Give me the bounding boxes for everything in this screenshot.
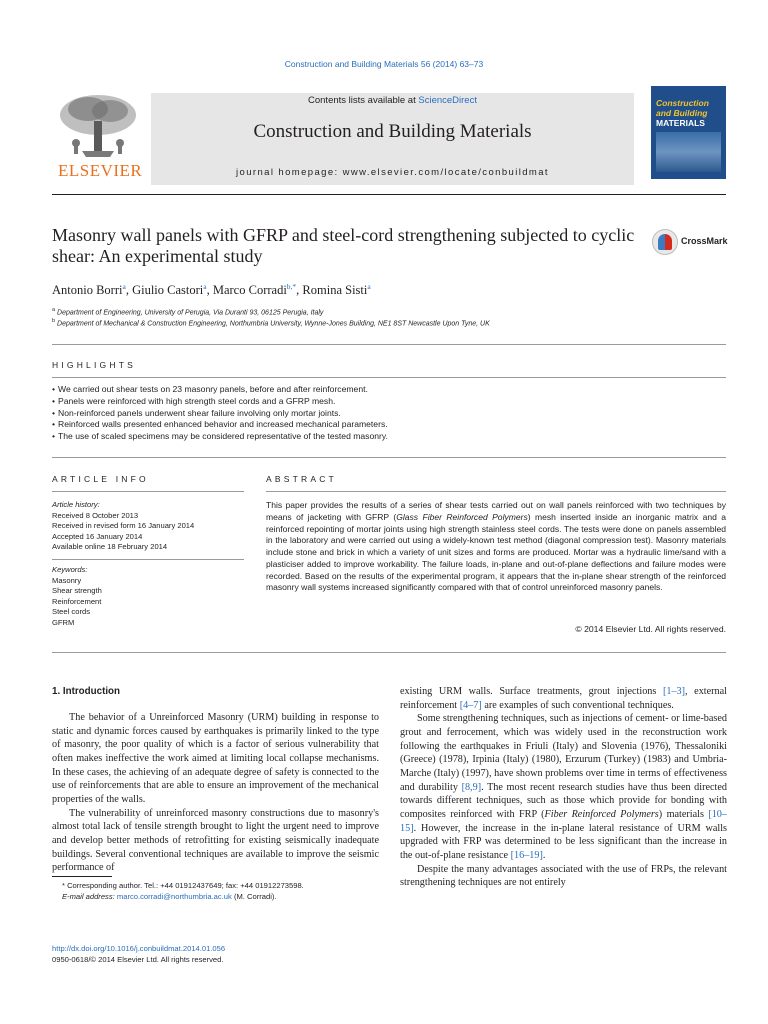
history-item: Accepted 16 January 2014 (52, 531, 143, 541)
section-rule (52, 491, 244, 492)
affiliation-text: Department of Engineering, University of Perugia, Via Duranti 93, 06125 Perugia, Italy (57, 309, 324, 317)
keyword: Steel cords (52, 607, 90, 617)
contents-prefix: Contents lists available at (308, 95, 416, 106)
cover-line-2: and Building (656, 108, 708, 118)
doi-link[interactable]: http://dx.doi.org/10.1016/j.conbuildmat.2014.01.056 (52, 944, 226, 953)
author-separator: , (296, 283, 303, 298)
journal-masthead (52, 86, 726, 183)
cover-line-1: Construction (656, 98, 709, 108)
author-separator: , (125, 283, 133, 298)
body-column-left (52, 711, 379, 875)
citation-link[interactable]: [4–7] (459, 699, 482, 711)
history-item: Received 8 October 2013 (52, 510, 139, 520)
footnote-rule (52, 876, 112, 877)
affiliation-text: Department of Mechanical & Construction Engineering, Northumbria University, Wynne-Jones Building, NE1 8ST Newcastle Upon Tyne, UK (57, 320, 490, 328)
history-item: Available online 18 February 2014 (52, 542, 168, 552)
affiliation-marker: b (52, 318, 56, 324)
journal-cover-thumbnail[interactable] (651, 86, 726, 179)
highlight-item: • Non-reinforced panels underwent shear failure involving only mortar joints. (52, 408, 726, 420)
doi-block (52, 943, 225, 965)
citation-link[interactable]: [16–19] (510, 849, 543, 861)
history-label: Article history: (52, 500, 100, 509)
journal-name: Construction and Building Materials (253, 121, 532, 142)
author-affil-marker[interactable]: a (203, 282, 207, 291)
citation-link[interactable]: [8,9] (461, 781, 482, 793)
author-list (52, 282, 371, 298)
author-separator: , (206, 283, 213, 298)
section-rule (52, 377, 726, 378)
citation-link[interactable]: [1–3] (662, 686, 686, 697)
crossmark-label: CrossMark (681, 236, 728, 246)
author-affil-marker[interactable]: b,* (286, 282, 297, 291)
abstract-heading: ABSTRACT (266, 474, 337, 484)
affiliation (52, 307, 726, 316)
crossmark-badge[interactable] (652, 229, 732, 257)
highlights-list (52, 384, 726, 443)
article-title: Masonry wall panels with GFRP and steel-cord strengthening subjected to cyclic shear: An experimental study (52, 225, 635, 266)
keyword: Masonry (52, 575, 82, 585)
crossmark-icon (652, 229, 678, 255)
elsevier-logo[interactable] (52, 91, 144, 181)
journal-banner (151, 93, 634, 185)
author-affil-marker[interactable]: a (122, 282, 126, 291)
keyword: Reinforcement (52, 596, 102, 606)
section-rule (52, 457, 726, 458)
cover-title (656, 98, 722, 128)
author-affil-marker[interactable]: a (367, 282, 371, 291)
highlight-item: • Reinforced walls presented enhanced behavior and increased mechanical parameters. (52, 419, 726, 431)
contents-line (151, 95, 634, 106)
section-rule (52, 652, 726, 653)
highlight-item: • We carried out shear tests on 23 masonry panels, before and after reinforcement. (52, 384, 726, 396)
section-rule (266, 491, 726, 492)
section-rule (52, 344, 726, 345)
keywords-label: Keywords: (52, 564, 88, 574)
footnote (52, 880, 382, 902)
masthead-rule (52, 194, 726, 195)
sciencedirect-link[interactable]: ScienceDirect (418, 95, 477, 106)
body-paragraph: The vulnerability of unreinforced masonry constructions due to masonry's almost total lack of tensile strength brought to light the urgent need to improve and develop better methods of retrofitting for existing seismically inadequate buildings. Several conventional techniques are available to improve the seismic performance of (52, 807, 379, 874)
history-item: Received in revised form 16 January 2014 (52, 521, 195, 531)
journal-homepage[interactable]: journal homepage: www.elsevier.com/locate/conbuildmat (236, 167, 549, 178)
keyword: Shear strength (52, 586, 102, 596)
body-column-right (400, 685, 727, 890)
body-paragraph: Despite the many advantages associated with the use of FRPs, the relevant strengthening techniques are not entirely (400, 863, 727, 889)
corresponding-author-note: * Corresponding author. Tel.: +44 01912437649; fax: +44 01912273598. (62, 881, 304, 890)
affiliation-marker: a (52, 307, 56, 313)
article-info-heading: ARTICLE INFO (52, 474, 149, 484)
cover-image (656, 132, 721, 172)
journal-citation[interactable]: Construction and Building Materials 56 (2014) 63–73 (284, 59, 484, 69)
highlight-item: • The use of scaled specimens may be considered representative of the tested masonry. (52, 431, 726, 443)
email-note: E-mail address: marco.corradi@northumbria.ac.uk (M. Corradi). (62, 892, 277, 902)
highlights-heading: HIGHLIGHTS (52, 360, 136, 370)
keyword: GFRM (52, 617, 75, 627)
info-divider (52, 553, 244, 560)
affiliation (52, 318, 726, 327)
body-paragraph: existing URM walls. Surface treatments, grout injections [1–3], external reinforcement [4–7] are examples of such conventional techniques. (400, 686, 727, 711)
section-heading-introduction: 1. Introduction (52, 686, 121, 697)
abstract-copyright: © 2014 Elsevier Ltd. All rights reserved. (575, 624, 726, 634)
author-name[interactable]: Antonio Borri (52, 283, 123, 298)
highlight-item: • Panels were reinforced with high strength steel cords and a GFRP mesh. (52, 396, 726, 408)
cover-line-3: MATERIALS (656, 118, 705, 128)
publisher-logo-text: ELSEVIER (58, 161, 143, 180)
author-name[interactable]: Romina Sisti (302, 283, 368, 298)
body-paragraph: Some strengthening techniques, such as injections of cement- or lime-based grout and ferrocement, which was widely used in the reconstruction work following the earthquakes in Friuli (Italy) and Slovenia (1976), Thessaloniki (Greece) (1978), Irpinia (Italy) (1980), Erzurum (Turkey) (1983) and Umbria-Marche (Italy) (1997), have shown problems over time in terms of effectiveness and durability [8,9]. The most recent research studies have thus been directed towards different techniques, such as those which provide for bonding with composites reinforced with FRP (Fiber Reinforced Polymers) materials [10–15]. However, the increase in the in-plane lateral resistance of URM walls upgraded with FRP was determined to be less significant than the increase in the out-of-plane resistance [16–19]. (400, 713, 727, 861)
elsevier-tree-icon (52, 91, 144, 159)
citation-link[interactable]: [10–15] (400, 808, 727, 834)
author-email-link[interactable]: marco.corradi@northumbria.ac.uk (116, 892, 232, 902)
author-name[interactable]: Giulio Castori (132, 283, 204, 298)
issn-line: 0950-0618/© 2014 Elsevier Ltd. All rights reserved. (52, 955, 224, 964)
body-paragraph: The behavior of a Unreinforced Masonry (URM) building in response to static and dynamic forces caused by earthquakes is primarily linked to the type of masonry, the poor quality of which is a factor of serious vulnerability that often makes ineffective the work aimed at limiting local collapse mechanisms. In these cases, the achieving of an adequate degree of safety is connected to the use of reinforcements that are able to ensure an improvement of the mechanical properties of the walls. (52, 712, 379, 805)
abstract-text: This paper provides the results of a series of shear tests carried out on wall panels reinforced with two techniques by means of jacketing with GFRP (Glass Fiber Reinforced Polymers) mesh inserted inside an inorganic matrix and a reinforced repointing of mortar joints using high strength stainless steel cords. The tests were done on panels assembled in the laboratory and were carried out using a widely-known test method (diagonal compression test). Masonry materials include stone and brick in which a variety of unit sizes and forms are produced. Mortar was a hydraulic lime/sand with a plasticiser added to improve workability. The failure loads, in-plane and out-of-plane deflections and failure modes were recorded. Based on the results of the experimental program, it appears that the in-plane shear strength of the reinforced masonry wall systems increased significantly compared with that of control unreinforced masonry panels. (266, 500, 726, 593)
article-info (52, 500, 244, 629)
author-name[interactable]: Marco Corradi (212, 283, 287, 298)
